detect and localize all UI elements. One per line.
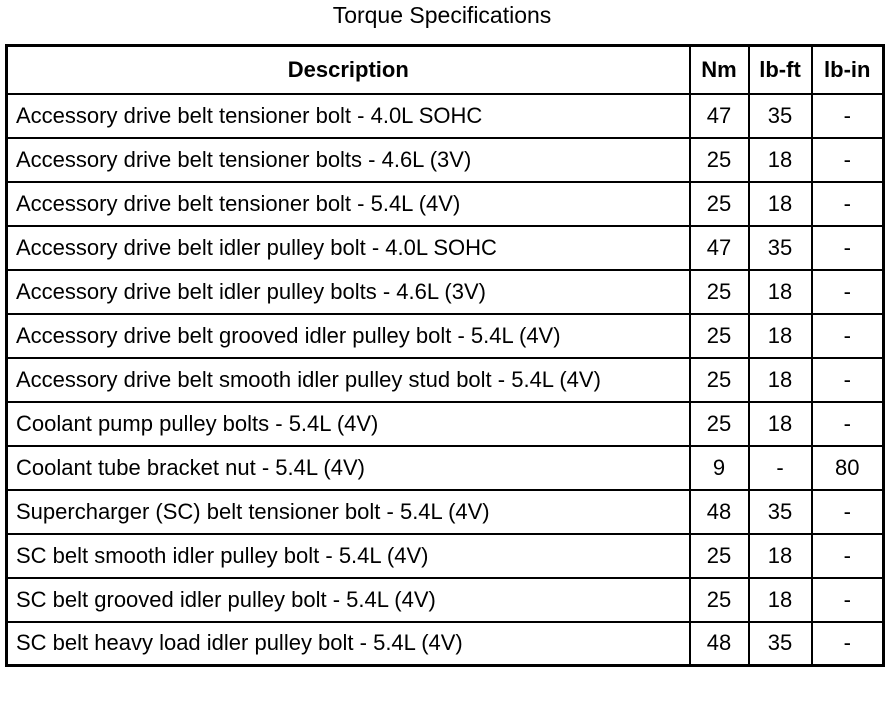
cell-description: Accessory drive belt tensioner bolts - 4.6L (3V) xyxy=(7,138,690,182)
cell-lbin: - xyxy=(812,622,884,666)
cell-lbft: - xyxy=(749,446,812,490)
table-row xyxy=(7,226,884,270)
cell-description: Coolant pump pulley bolts - 5.4L (4V) xyxy=(7,402,690,446)
cell-nm: 25 xyxy=(690,534,749,578)
cell-description: Accessory drive belt tensioner bolt - 5.4L (4V) xyxy=(7,182,690,226)
cell-lbft: 18 xyxy=(749,182,812,226)
cell-lbft: 35 xyxy=(749,226,812,270)
table-row xyxy=(7,402,884,446)
cell-nm: 47 xyxy=(690,226,749,270)
cell-nm: 9 xyxy=(690,446,749,490)
column-header-nm: Nm xyxy=(690,46,749,94)
cell-lbft: 18 xyxy=(749,402,812,446)
cell-nm: 25 xyxy=(690,270,749,314)
table-row xyxy=(7,94,884,138)
column-header-lbin: lb-in xyxy=(812,46,884,94)
cell-description: SC belt smooth idler pulley bolt - 5.4L (4V) xyxy=(7,534,690,578)
cell-nm: 47 xyxy=(690,94,749,138)
table-row xyxy=(7,182,884,226)
cell-nm: 25 xyxy=(690,138,749,182)
column-header-description: Description xyxy=(7,46,690,94)
table-row xyxy=(7,138,884,182)
cell-lbin: - xyxy=(812,270,884,314)
table-row xyxy=(7,534,884,578)
cell-lbin: - xyxy=(812,182,884,226)
cell-description: Coolant tube bracket nut - 5.4L (4V) xyxy=(7,446,690,490)
cell-lbin: - xyxy=(812,402,884,446)
cell-nm: 48 xyxy=(690,622,749,666)
cell-lbin: 80 xyxy=(812,446,884,490)
cell-description: Accessory drive belt smooth idler pulley stud bolt - 5.4L (4V) xyxy=(7,358,690,402)
cell-nm: 25 xyxy=(690,358,749,402)
table-row xyxy=(7,358,884,402)
cell-nm: 25 xyxy=(690,182,749,226)
cell-lbft: 18 xyxy=(749,534,812,578)
cell-nm: 48 xyxy=(690,490,749,534)
cell-lbft: 35 xyxy=(749,94,812,138)
table-row xyxy=(7,490,884,534)
cell-lbin: - xyxy=(812,138,884,182)
cell-lbft: 35 xyxy=(749,622,812,666)
table-row xyxy=(7,314,884,358)
cell-lbft: 18 xyxy=(749,358,812,402)
header-row xyxy=(7,46,884,94)
table-row xyxy=(7,622,884,666)
cell-nm: 25 xyxy=(690,402,749,446)
cell-description: Accessory drive belt idler pulley bolt - 4.0L SOHC xyxy=(7,226,690,270)
cell-lbin: - xyxy=(812,358,884,402)
cell-lbft: 18 xyxy=(749,270,812,314)
cell-lbin: - xyxy=(812,534,884,578)
cell-lbft: 18 xyxy=(749,138,812,182)
cell-lbft: 35 xyxy=(749,490,812,534)
cell-nm: 25 xyxy=(690,314,749,358)
cell-description: SC belt grooved idler pulley bolt - 5.4L (4V) xyxy=(7,578,690,622)
cell-lbft: 18 xyxy=(749,578,812,622)
cell-lbin: - xyxy=(812,490,884,534)
table-row xyxy=(7,578,884,622)
cell-lbin: - xyxy=(812,314,884,358)
cell-lbft: 18 xyxy=(749,314,812,358)
table-row xyxy=(7,270,884,314)
column-header-lbft: lb-ft xyxy=(749,46,812,94)
cell-description: Accessory drive belt grooved idler pulley bolt - 5.4L (4V) xyxy=(7,314,690,358)
table-row xyxy=(7,446,884,490)
cell-nm: 25 xyxy=(690,578,749,622)
cell-description: SC belt heavy load idler pulley bolt - 5.4L (4V) xyxy=(7,622,690,666)
cell-lbin: - xyxy=(812,94,884,138)
page-title: Torque Specifications xyxy=(332,2,552,28)
cell-lbin: - xyxy=(812,226,884,270)
cell-description: Supercharger (SC) belt tensioner bolt - 5.4L (4V) xyxy=(7,490,690,534)
cell-description: Accessory drive belt tensioner bolt - 4.0L SOHC xyxy=(7,94,690,138)
cell-description: Accessory drive belt idler pulley bolts - 4.6L (3V) xyxy=(7,270,690,314)
torque-spec-table xyxy=(5,44,885,667)
cell-lbin: - xyxy=(812,578,884,622)
table-body xyxy=(7,94,884,666)
